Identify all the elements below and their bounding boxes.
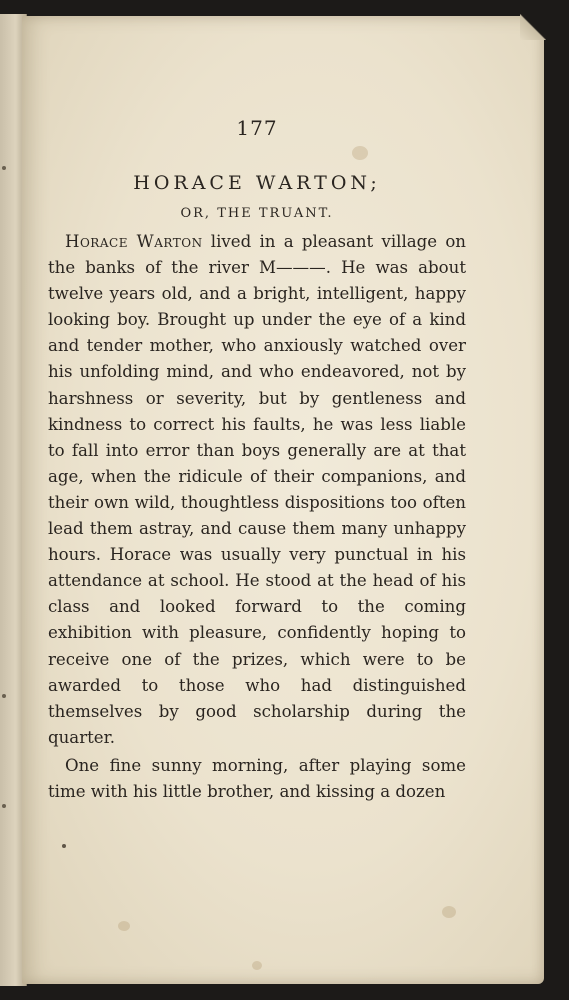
book-page [22,16,544,984]
ink-mark [2,694,6,698]
chapter-subtitle: OR, THE TRUANT. [180,206,334,221]
paragraph-1-text: lived in a pleasant village on the banks of the river M———. He was about twelve years old, and a bright, intelligent, happy looking boy. Brought up under the eye of a kind and tender mother, who anxiously watched over his unfolding mind, and who endeavored, not by harshness or severity, but by gentleness and kindness to correct his faults, he was less liable to fall into error than boys generally are at that age, when the ridicule of their companions, and their own wild, thoughtless dispositions too often lead them astray, and cause them many unhappy hours. Horace was usually very punctual in his attendance at school. He stood at the head of his class and looked forward to the coming exhibition with pleasure, confidently hoping to receive one of the prizes, which were to be awarded to those who had distinguished themselves by good scholarship during the quarter. [48,232,466,747]
lead-name: Horace Warton [65,232,203,251]
chapter-title: HORACE WARTON; [133,172,381,194]
foxing-spot [442,906,456,918]
foxing-spot [118,921,130,931]
worn-corner [520,14,546,40]
paragraph-1 [48,229,466,751]
ink-mark [2,166,6,170]
foxing-spot [252,961,262,970]
text-block [48,116,466,805]
paragraph-2: One fine sunny morning, after playing some time with his little brother, and kissing a dozen [48,755,466,801]
ink-mark [2,804,6,808]
ink-dot [62,844,66,848]
page-number: 177 [236,116,278,140]
